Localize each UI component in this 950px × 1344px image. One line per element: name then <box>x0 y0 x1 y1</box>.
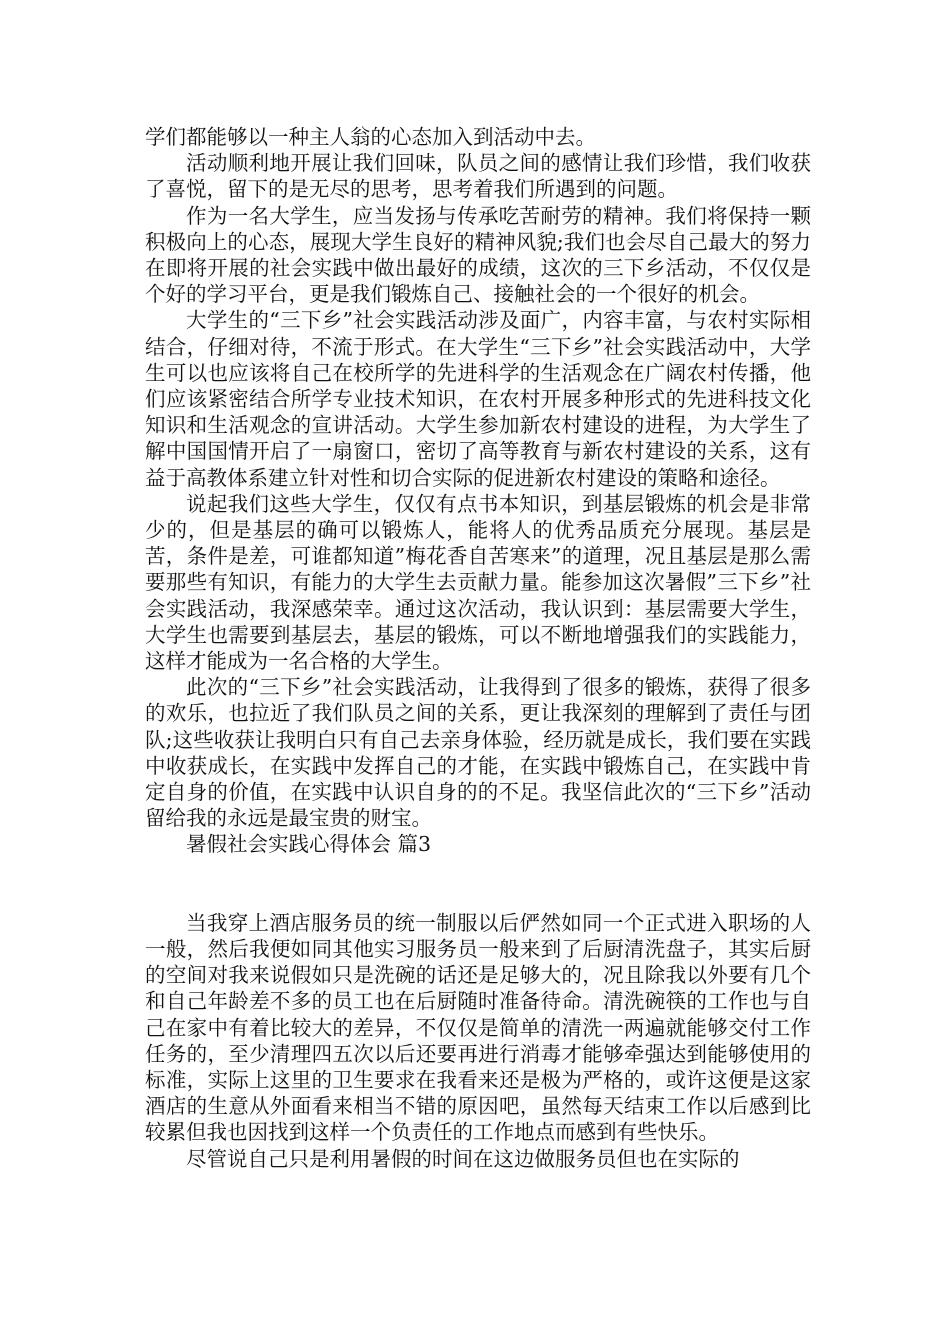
paragraph: 此次的“三下乡”社会实践活动，让我得到了很多的锻炼，获得了很多的欢乐，也拉近了我们队员之间的关系，更让我深刻的理解到了责任与团队;这些收获让我明白只有自己去亲身体验，经历就是成长，我们要在实践中收获成长，在实践中发挥自己的才能，在实践中锻炼自己，在实践中肯定自身的价值，在实践中认识自身的的不足。我坚信此次的“三下乡”活动留给我的永远是最宝贵的财宝。 <box>145 675 811 831</box>
paragraph: 尽管说自己只是利用暑假的时间在这边做服务员但也在实际的 <box>186 1146 740 1171</box>
paragraph: 说起我们这些大学生，仅仅有点书本知识，到基层锻炼的机会是非常少的，但是基层的确可以锻炼人，能将人的优秀品质充分展现。基层是苦，条件是差，可谁都知道”梅花香自苦寒来”的道理，况且基层是那么需要那些有知识，有能力的大学生去贡献力量。能参加这次暑假”三下乡”社会实践活动，我深感荣幸。通过这次活动，我认识到：基层需要大学生，大学生也需要到基层去，基层的锻炼，可以不断地增强我们的实践能力，这样才能成为一名合格的大学生。 <box>145 491 811 674</box>
essay-body-part-2 <box>145 910 811 1172</box>
paragraph: 学们都能够以一种主人翁的心态加入到活动中去。 <box>145 125 596 149</box>
section-heading: 暑假社会实践心得体会 篇3 <box>186 832 432 857</box>
section-spacer <box>145 858 811 910</box>
paragraph: 当我穿上酒店服务员的统一制服以后俨然如同一个正式进入职场的人一般，然后我便如同其他实习服务员一般来到了后厨清洗盘子，其实后厨的空间对我来说假如只是洗碗的话还是足够大的，况且除我以外要有几个和自己年龄差不多的员工也在后厨随时准备待命。清洗碗筷的工作也与自己在家中有着比较大的差异，不仅仅是简单的清洗一两遍就能够交付工作任务的，至少清理四五次以后还要再进行消毒才能够牵强达到能够使用的标准，实际上这里的卫生要求在我看来还是极为严格的，或许这便是这家酒店的生意从外面看来相当不错的原因吧，虽然每天结束工作以后感到比较累但我也因找到这样一个负责任的工作地点而感到有些快乐。 <box>145 910 811 1145</box>
paragraph: 大学生的“三下乡”社会实践活动涉及面广，内容丰富，与农村实际相结合，仔细对待，不流于形式。在大学生“三下乡”社会实践活动中，大学生可以也应该将自己在校所学的先进科学的生活观念在广阔农村传播，他们应该紧密结合所学专业技术知识，在农村开展多种形式的先进科技文化知识和生活观念的宣讲活动。大学生参加新农村建设的进程，为大学生了解中国国情开启了一扇窗口，密切了高等教育与新农村建设的关系，这有益于高教体系建立针对性和切合实际的促进新农村建设的策略和途径。 <box>145 308 811 490</box>
paragraph: 活动顺利地开展让我们回味，队员之间的感情让我们珍惜，我们收获了喜悦，留下的是无尽的思考，思考着我们所遇到的问题。 <box>145 151 811 202</box>
essay-body-part-1 <box>145 124 811 831</box>
paragraph: 作为一名大学生，应当发扬与传承吃苦耐劳的精神。我们将保持一颗积极向上的心态，展现大学生良好的精神风貌;我们也会尽自己最大的努力在即将开展的社会实践中做出最好的成绩，这次的三下乡活动，不仅仅是个好的学习平台，更是我们锻炼自己、接触社会的一个很好的机会。 <box>145 203 811 307</box>
document-page <box>145 124 811 1172</box>
